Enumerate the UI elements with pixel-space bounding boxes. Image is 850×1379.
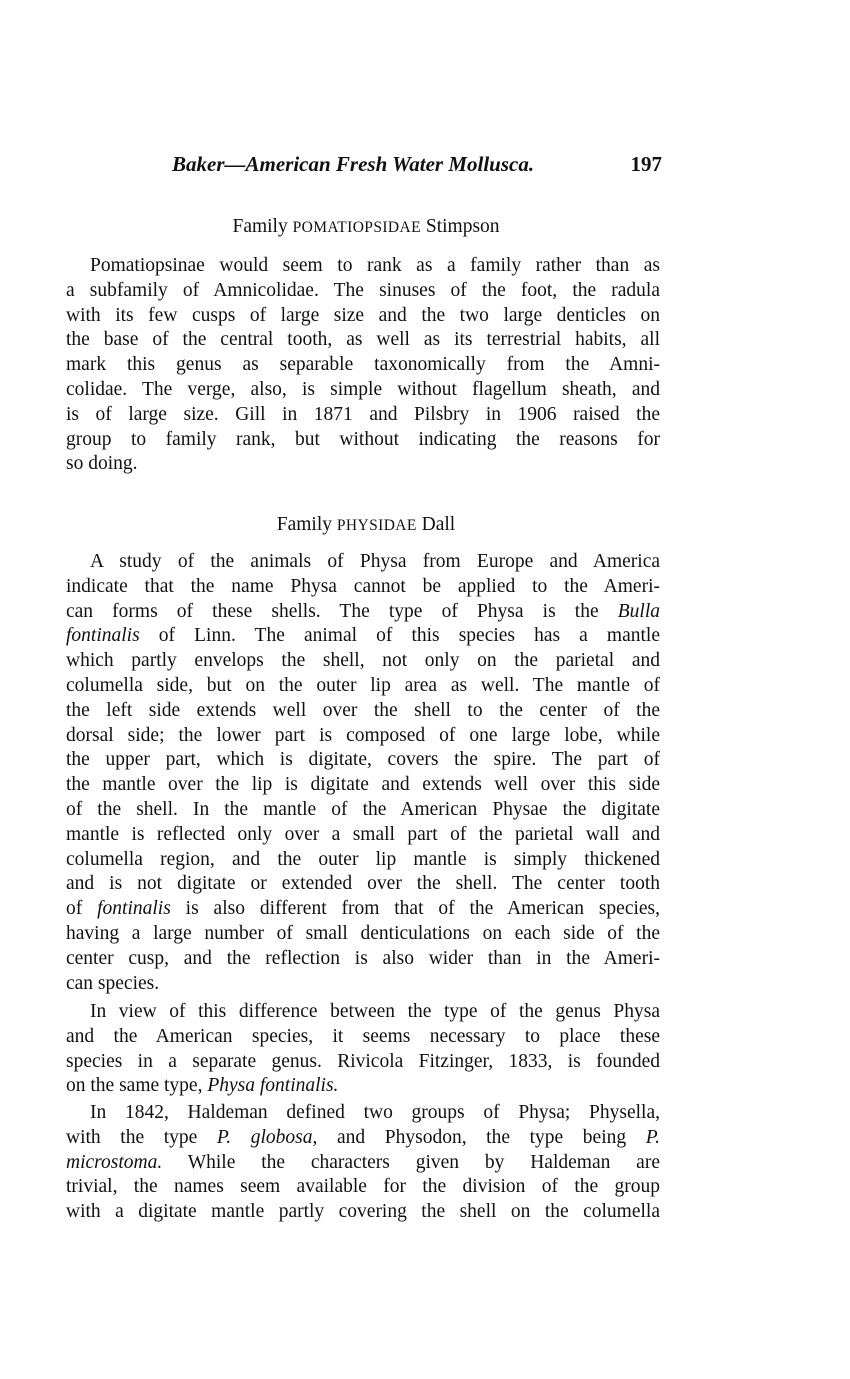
text-line: and the American species, it seems necessary to place these (66, 1025, 660, 1047)
paragraph-haldeman (66, 1101, 660, 1225)
paragraph-physidae-study (66, 550, 660, 996)
text-line: indicate that the name Physa cannot be applied to the Ameri- (66, 575, 660, 597)
heading-prefix: Family (276, 514, 337, 535)
text-line: group to family rank, but without indicating the reasons for (66, 428, 660, 450)
text-line: so doing. (66, 453, 138, 475)
section-heading-pomatiopsidae (0, 216, 732, 238)
taxon-name: Physa fontinalis. (207, 1075, 339, 1097)
text-line: center cusp, and the reflection is also wider than in the Ameri- (66, 947, 660, 969)
heading-family-name: PHYSIDAE (336, 517, 417, 534)
text-line: colidae. The verge, also, is simple without flagellum sheath, and (66, 378, 660, 400)
text-line: the base of the central tooth, as well as its terrestrial habits, all (66, 329, 660, 351)
text-line: In 1842, Haldeman defined two groups of Physa; Physella, (90, 1102, 660, 1123)
text-line: dorsal side; the lower part is composed of one large lobe, while (66, 724, 660, 746)
text-line: on the same type, Physa fontinalis. (66, 1075, 339, 1097)
text-line: with a digitate mantle partly covering the shell on the columella (66, 1201, 660, 1223)
text-line: microstoma. While the characters given by Haldeman are (66, 1151, 660, 1173)
page-number: 197 (630, 152, 662, 176)
text-line: columella side, but on the outer lip area as well. The mantle of (66, 674, 660, 696)
text-line: mark this genus as separable taxonomically from the Amni- (66, 354, 660, 376)
text-line: mantle is reflected only over a small part of the parietal wall and (66, 823, 660, 845)
taxon-name: Bulla (617, 600, 660, 622)
running-head (172, 150, 662, 182)
text-line: the upper part, which is digitate, covers the spire. The part of (66, 749, 660, 771)
heading-suffix: Dall (416, 514, 456, 535)
text-line: of fontinalis is also different from that of the American species, (66, 898, 660, 920)
text-line: Pomatiopsinae would seem to rank as a family rather than as (90, 255, 660, 276)
text-line: species in a separate genus. Rivicola Fitzinger, 1833, is founded (66, 1050, 660, 1072)
paragraph-pomatiopsidae (66, 254, 660, 477)
text-line: trivial, the names seem available for the division of the group (66, 1176, 660, 1198)
text-line: with its few cusps of large size and the two large denticles on (66, 304, 660, 326)
text-line: the mantle over the lip is digitate and extends well over this side (66, 774, 660, 796)
text-line: is of large size. Gill in 1871 and Pilsbry in 1906 raised the (66, 403, 660, 425)
heading-prefix: Family (232, 216, 293, 237)
text-line: with the type P. globosa, and Physodon, the type being P. (66, 1126, 660, 1148)
heading-suffix: Stimpson (420, 216, 500, 237)
running-title: Baker—American Fresh Water Mollusca. (172, 152, 535, 176)
text-line: which partly envelops the shell, not only on the parietal and (66, 650, 660, 672)
taxon-name: P. globosa, (216, 1126, 318, 1148)
text-line: a subfamily of Amnicolidae. The sinuses of the foot, the radula (66, 279, 660, 301)
taxon-name: fontinalis (66, 625, 140, 647)
text-line: can forms of these shells. The type of Physa is the Bulla (66, 600, 660, 622)
taxon-name: fontinalis (97, 898, 171, 920)
text-line: and is not digitate or extended over the shell. The center tooth (66, 873, 660, 895)
section-heading-physidae (0, 514, 732, 536)
text-line: having a large number of small denticulations on each side of the (66, 922, 660, 944)
text-line: fontinalis of Linn. The animal of this species has a mantle (66, 625, 660, 647)
text-line: can species. (66, 972, 160, 994)
taxon-name: P. (645, 1126, 660, 1148)
text-line: A study of the animals of Physa from Europe and America (90, 551, 660, 572)
text-line: columella region, and the outer lip mantle is simply thickened (66, 848, 660, 870)
text-line: of the shell. In the mantle of the American Physae the digitate (66, 798, 660, 820)
text-line: the left side extends well over the shell to the center of the (66, 699, 660, 721)
taxon-name: microstoma. (66, 1151, 163, 1173)
text-line: In view of this difference between the type of the genus Physa (90, 1001, 660, 1022)
paragraph-physidae-genus (66, 1000, 660, 1099)
heading-family-name: POMATIOPSIDAE (292, 219, 421, 236)
